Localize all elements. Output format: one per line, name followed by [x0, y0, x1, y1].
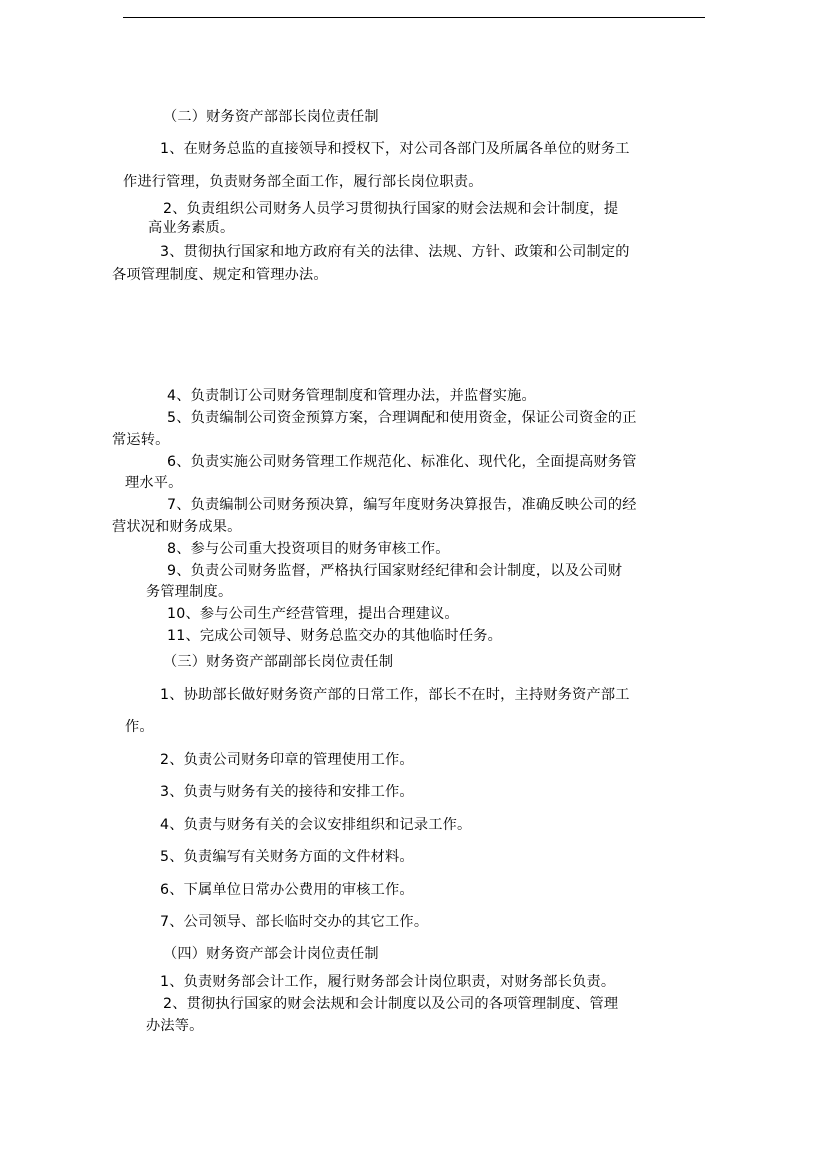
paragraph-line: 5、负责编写有关财务方面的文件材料。 [160, 849, 414, 865]
paragraph-line: 作。 [125, 719, 154, 735]
section-heading-3: （三）财务资产部副部长岗位责任制 [163, 654, 394, 670]
paragraph-line: 2、贯彻执行国家的财会法规和会计制度以及公司的各项管理制度、管理 [163, 996, 619, 1012]
paragraph-line: 1、协助部长做好财务资产部的日常工作，部长不在时，主持财务资产部工 [160, 687, 630, 703]
paragraph-line: 高业务素质。 [148, 220, 235, 236]
paragraph-line: 4、负责制订公司财务管理制度和管理办法，并监督实施。 [167, 388, 536, 404]
paragraph-line: 8、参与公司重大投资项目的财务审核工作。 [167, 541, 450, 557]
paragraph-line: 5、负责编制公司资金预算方案，合理调配和使用资金，保证公司资金的正 [167, 410, 637, 426]
paragraph-line: 3、负责与财务有关的接待和安排工作。 [160, 784, 414, 800]
paragraph-line: 常运转。 [112, 432, 170, 448]
paragraph-line: 9、负责公司财务监督，严格执行国家财经纪律和会计制度，以及公司财 [167, 563, 623, 579]
paragraph-line: 2、负责组织公司财务人员学习贯彻执行国家的财会法规和会计制度，提 [163, 201, 619, 217]
header-rule [123, 17, 705, 18]
paragraph-line: 7、负责编制公司财务预决算，编写年度财务决算报告，准确反映公司的经 [167, 497, 637, 513]
paragraph-line: 营状况和财务成果。 [112, 519, 242, 535]
paragraph-line: 1、负责财务部会计工作，履行财务部会计岗位职责，对财务部长负责。 [160, 974, 616, 990]
section-heading-4: （四）财务资产部会计岗位责任制 [163, 946, 379, 962]
paragraph-line: 理水平。 [125, 475, 183, 491]
paragraph-line: 各项管理制度、规定和管理办法。 [112, 267, 328, 283]
paragraph-line: 务管理制度。 [146, 584, 233, 600]
paragraph-line: 作进行管理，负责财务部全面工作，履行部长岗位职责。 [123, 174, 483, 190]
paragraph-line: 3、贯彻执行国家和地方政府有关的法律、法规、方针、政策和公司制定的 [160, 244, 630, 260]
paragraph-line: 6、负责实施公司财务管理工作规范化、标准化、现代化，全面提高财务管 [167, 454, 637, 470]
paragraph-line: 10、参与公司生产经营管理，提出合理建议。 [167, 606, 459, 622]
paragraph-line: 7、公司领导、部长临时交办的其它工作。 [160, 914, 429, 930]
section-heading-2: （二）财务资产部部长岗位责任制 [163, 109, 379, 125]
paragraph-line: 1、在财务总监的直接领导和授权下，对公司各部门及所属各单位的财务工 [160, 141, 630, 157]
paragraph-line: 11、完成公司领导、财务总监交办的其他临时任务。 [167, 628, 502, 644]
paragraph-line: 4、负责与财务有关的会议安排组织和记录工作。 [160, 817, 472, 833]
paragraph-line: 6、下属单位日常办公费用的审核工作。 [160, 882, 414, 898]
paragraph-line: 2、负责公司财务印章的管理使用工作。 [160, 752, 414, 768]
paragraph-line: 办法等。 [146, 1018, 204, 1034]
